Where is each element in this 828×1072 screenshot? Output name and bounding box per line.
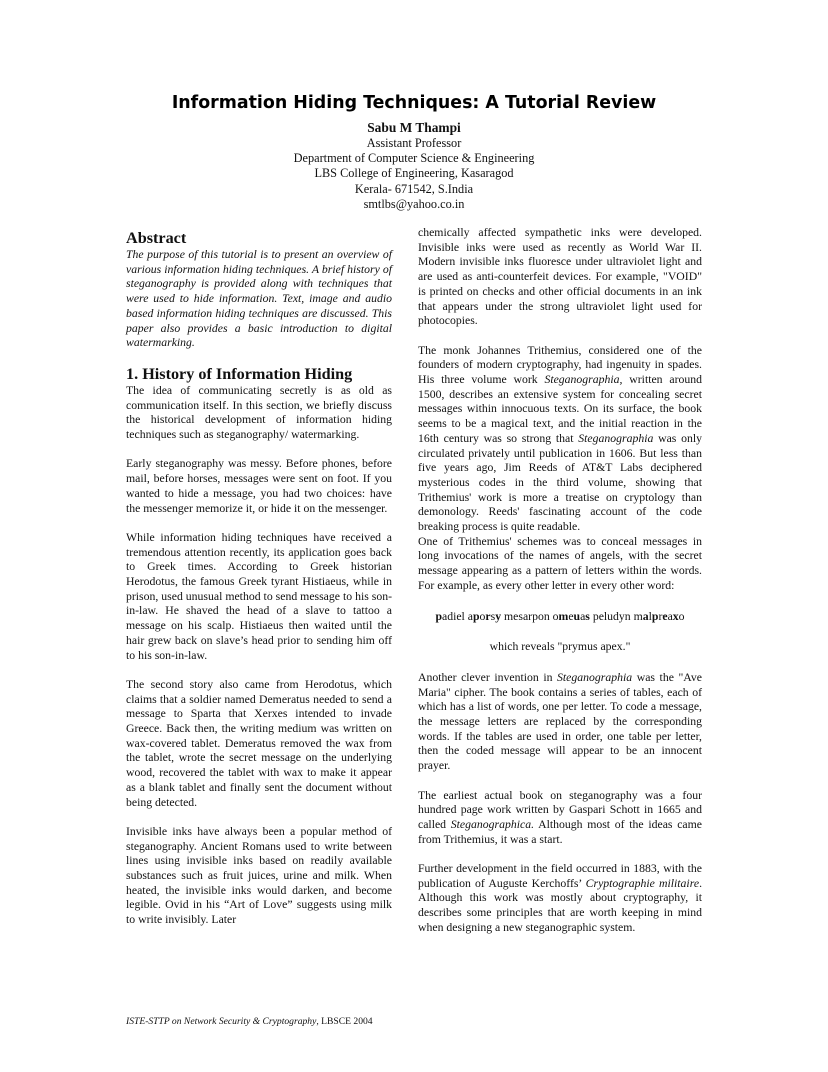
cipher-text: a xyxy=(667,609,673,623)
cipher-text: a xyxy=(580,609,586,623)
text-run: Another clever invention in xyxy=(418,670,558,684)
author-position: Assistant Professor xyxy=(366,136,462,150)
paragraph-schott xyxy=(418,789,702,848)
cipher-letter: u xyxy=(573,609,581,623)
author-block xyxy=(0,119,828,212)
footer-year: , LBSCE 2004 xyxy=(316,1016,373,1027)
cipher-text: mesarpon xyxy=(504,609,550,623)
author-location: Kerala- 671542, S.India xyxy=(354,181,474,196)
book-title: Steganographia, xyxy=(544,373,623,387)
text-run: . Although this work was mostly about cryptography, it describes some principles that are worth keeping in mind when designing a new steganographic system. xyxy=(418,876,702,934)
paragraph-trithemius xyxy=(418,344,702,535)
paragraph: Early steganography was messy. Before phones, before mail, before horses, messages were sent on foot. If you wanted to hide a message, you had two choices: have the messenger memorize it, or hide it on the messenger. xyxy=(126,457,392,515)
cipher-letter: r xyxy=(485,609,491,623)
footer-venue: ISTE-STTP on Network Security & Cryptography xyxy=(126,1016,317,1027)
cipher-text: l xyxy=(648,609,652,623)
book-title: Cryptographie militaire xyxy=(585,876,700,890)
cipher-reveal: which reveals "prymus apex." xyxy=(489,640,631,654)
paragraph: The second story also came from Herodotus, which claims that a soldier named Demeratus needed to send a message to Sparta that Xerxes intended to invade Greece. Back then, the writing medium was written on wax-covered tablet. Demeratus removed the wax from the tablet, wrote the secret message on the underlying wood, recovered the tablet with wax to make it appear as a blank tablet and finally sent the document without being detected. xyxy=(126,677,392,809)
abstract-heading: Abstract xyxy=(126,229,187,247)
text-run: The earliest actual book on steganography was a four hundred page work written by Gaspari Schott in 1665 and called xyxy=(418,788,702,831)
cipher-text: o xyxy=(678,609,685,623)
book-title: Steganographica. xyxy=(450,817,535,831)
cipher-letter: p xyxy=(651,609,659,623)
cipher-letter: a xyxy=(642,609,649,623)
paragraph-kerchoff xyxy=(418,862,702,936)
paper-title: Information Hiding Techniques: A Tutorial Review xyxy=(171,93,657,113)
cipher-text: peludyn xyxy=(592,609,631,623)
cipher-example xyxy=(418,610,702,625)
author-name: Sabu M Thampi xyxy=(367,120,461,135)
author-department: Department of Computer Science & Engineering xyxy=(293,151,535,166)
text-run: written around 1500, describes an extensive system for concealing secret messages within innocuous texts. On its surface, the book seems to be a magical text, and the initial reaction in the 16th century was so strong that xyxy=(418,373,702,445)
cipher-text: r xyxy=(658,609,663,623)
paragraph: While information hiding techniques have received a tremendous attention recently, its application goes back to Greek times. According to Greek historian Herodotus, the famous Greek tyrant Histiaeus, while in prison, used unusual method to send message to his son-in-law. He shaved the head of a slave to tattoo a message on his scalp. Histiaeus then waited until the hair grew back on slave’s head prior to sending him off to his son-in-law. xyxy=(126,530,392,662)
text-run: Further development in the field occurred in 1883, with the publication of Auguste Kerchoffs’ xyxy=(418,862,702,890)
paragraph: One of Trithemius' schemes was to conceal messages in long invocations of the names of angels, with the secret message appearing as a pattern of letters within the words. For example, as every other letter in every other word: xyxy=(418,534,702,592)
cipher-text: m xyxy=(633,609,643,623)
cipher-letter: y xyxy=(495,609,502,623)
left-column xyxy=(126,228,392,928)
cipher-letter: s xyxy=(585,609,590,623)
text-run: was the "Ave Maria" cipher. The book contains a series of tables, each of which has a list of words, one per letter. To code a message, the message letters are replaced by the corresponding words. If the tables are used in order, one table per letter, then the coded message will appear to be an innocent prayer. xyxy=(418,670,702,773)
cipher-text: a xyxy=(467,609,473,623)
page-footer xyxy=(126,1016,373,1028)
cipher-letter: p xyxy=(435,609,442,623)
cipher-letter: x xyxy=(672,609,679,623)
book-title: Steganographia xyxy=(578,431,654,445)
cipher-text: s xyxy=(490,609,496,623)
paragraph: The idea of communicating secretly is as old as communication itself. In this section, we briefly discuss the historical development of information hiding techniques such as steganography/ watermarking. xyxy=(126,383,392,442)
cipher-text: o xyxy=(479,609,486,623)
cipher-text: adiel xyxy=(441,609,465,623)
text-run: The monk Johannes Trithemius, considered one of the founders of modern cryptography, had ingenuity in spades. His three volume work xyxy=(418,343,702,387)
paragraph: Invisible inks have always been a popular method of steganography. Ancient Romans used to write between lines using invisible inks based on readily available substances such as fruit juices, urine and milk. When heated, the invisible inks would darken, and become legible. Ovid in his “Art of Love” suggests using milk to write invisibly. Later xyxy=(126,824,392,927)
cipher-text: o xyxy=(552,609,559,623)
paragraph-ave-maria xyxy=(418,671,702,774)
abstract-text: The purpose of this tutorial is to present an overview of various information hiding techniques. A brief history of steganography is provided along with techniques that were used to hide information. Text, image and audio based information hiding techniques are discussed. This paper also provides a basic introduction to digital watermarking. xyxy=(126,248,392,350)
cipher-letter: p xyxy=(472,609,480,623)
cipher-letter: e xyxy=(662,609,668,623)
cipher-letter: m xyxy=(558,609,569,623)
book-title: Steganographia xyxy=(557,670,633,684)
author-college: LBS College of Engineering, Kasaragod xyxy=(314,166,514,181)
section-heading: 1. History of Information Hiding xyxy=(126,364,353,383)
text-run: was only circulated privately until publication in 1606. But less than five years ago, Jim Reeds of AT&T Labs deciphered mysterious codes in the third volume, showing that Trithemius' work is more a treatise on cryptology than demonology. Reeds' fascinating account of the code breaking process is quite readable. xyxy=(418,431,702,534)
paragraph: chemically affected sympathetic inks were developed. Invisible inks were used as recently as World War II. Modern invisible inks fluoresce under ultraviolet light and are used as anti-counterfeit devices. For example, "VOID" is printed on checks and other official documents in an ink that appears under the strong ultraviolet light used for photocopies. xyxy=(418,226,702,328)
cipher-text: e xyxy=(568,609,574,623)
author-email: smtlbs@yahoo.co.in xyxy=(363,196,465,211)
text-run: Although most of the ideas came from Trithemius, it was a start. xyxy=(418,817,702,846)
right-column xyxy=(418,226,702,936)
